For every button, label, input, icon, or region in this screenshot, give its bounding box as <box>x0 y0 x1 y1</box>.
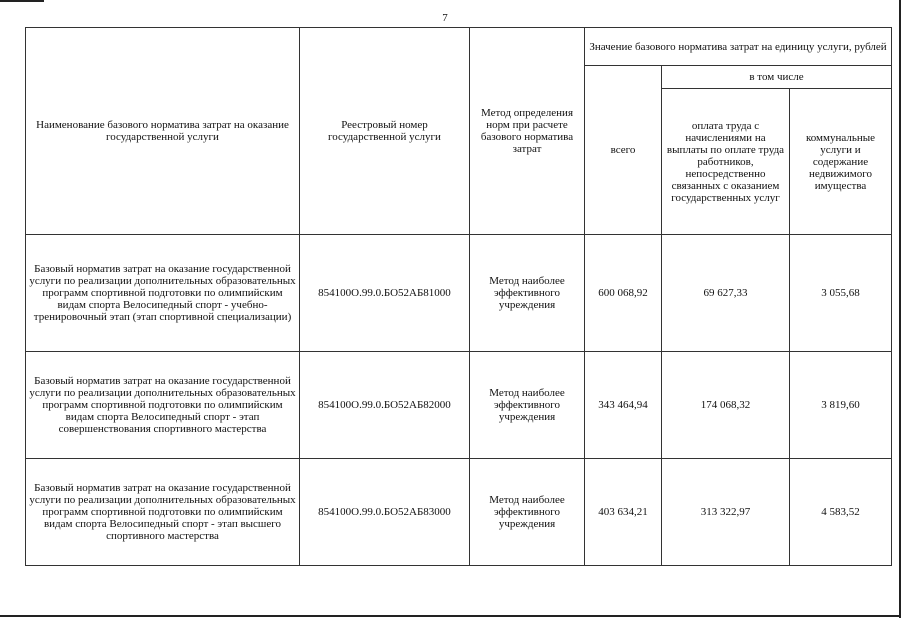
table-row <box>26 352 892 459</box>
frame-bottom-border <box>0 615 901 617</box>
header-utilities: коммунальные услуги и содержание недвижимого имущества <box>790 89 892 235</box>
header-including: в том числе <box>662 66 892 89</box>
cell-total: 600 068,92 <box>585 235 662 352</box>
header-value-group: Значение базового норматива затрат на единицу услуги, рублей <box>585 28 892 66</box>
cell-utilities: 3 055,68 <box>790 235 892 352</box>
cell-total: 403 634,21 <box>585 459 662 566</box>
cell-registry: 854100О.99.0.БО52АБ82000 <box>300 352 470 459</box>
header-name: Наименование базового норматива затрат на оказание государственной услуги <box>26 28 300 235</box>
table-row <box>26 459 892 566</box>
norms-table <box>25 27 892 566</box>
header-registry: Реестровый номер государственной услуги <box>300 28 470 235</box>
cell-labor: 69 627,33 <box>662 235 790 352</box>
header-method: Метод определения норм при расчете базового норматива затрат <box>470 28 585 235</box>
header-total: всего <box>585 66 662 235</box>
cell-labor: 313 322,97 <box>662 459 790 566</box>
page-number: 7 <box>442 12 448 24</box>
cell-labor: 174 068,32 <box>662 352 790 459</box>
cell-registry: 854100О.99.0.БО52АБ81000 <box>300 235 470 352</box>
cell-total: 343 464,94 <box>585 352 662 459</box>
cell-utilities: 4 583,52 <box>790 459 892 566</box>
cell-name: Базовый норматив затрат на оказание государственной услуги по реализации дополнительных образовательных программ спортивной подготовки по олимпийским видам спорта Велосипедный спорт - этап высшего спортивного мастерства <box>26 459 300 566</box>
cell-registry: 854100О.99.0.БО52АБ83000 <box>300 459 470 566</box>
frame-right-border <box>899 0 901 618</box>
frame-corner-line <box>0 0 44 2</box>
cell-name: Базовый норматив затрат на оказание государственной услуги по реализации дополнительных образовательных программ спортивной подготовки по олимпийским видам спорта Велосипедный спорт - этап совершенствования спортивного мастерства <box>26 352 300 459</box>
cell-method: Метод наиболее эффективного учреждения <box>470 352 585 459</box>
cell-utilities: 3 819,60 <box>790 352 892 459</box>
header-labor: оплата труда с начислениями на выплаты по оплате труда работников, непосредственно связанных с оказанием государственных услуг <box>662 89 790 235</box>
cell-method: Метод наиболее эффективного учреждения <box>470 459 585 566</box>
cell-method: Метод наиболее эффективного учреждения <box>470 235 585 352</box>
table-row <box>26 235 892 352</box>
table-header-row <box>26 28 892 66</box>
cell-name: Базовый норматив затрат на оказание государственной услуги по реализации дополнительных образовательных программ спортивной подготовки по олимпийским видам спорта Велосипедный спорт - учебно-тренировочный этап (этап спортивной специализации) <box>26 235 300 352</box>
